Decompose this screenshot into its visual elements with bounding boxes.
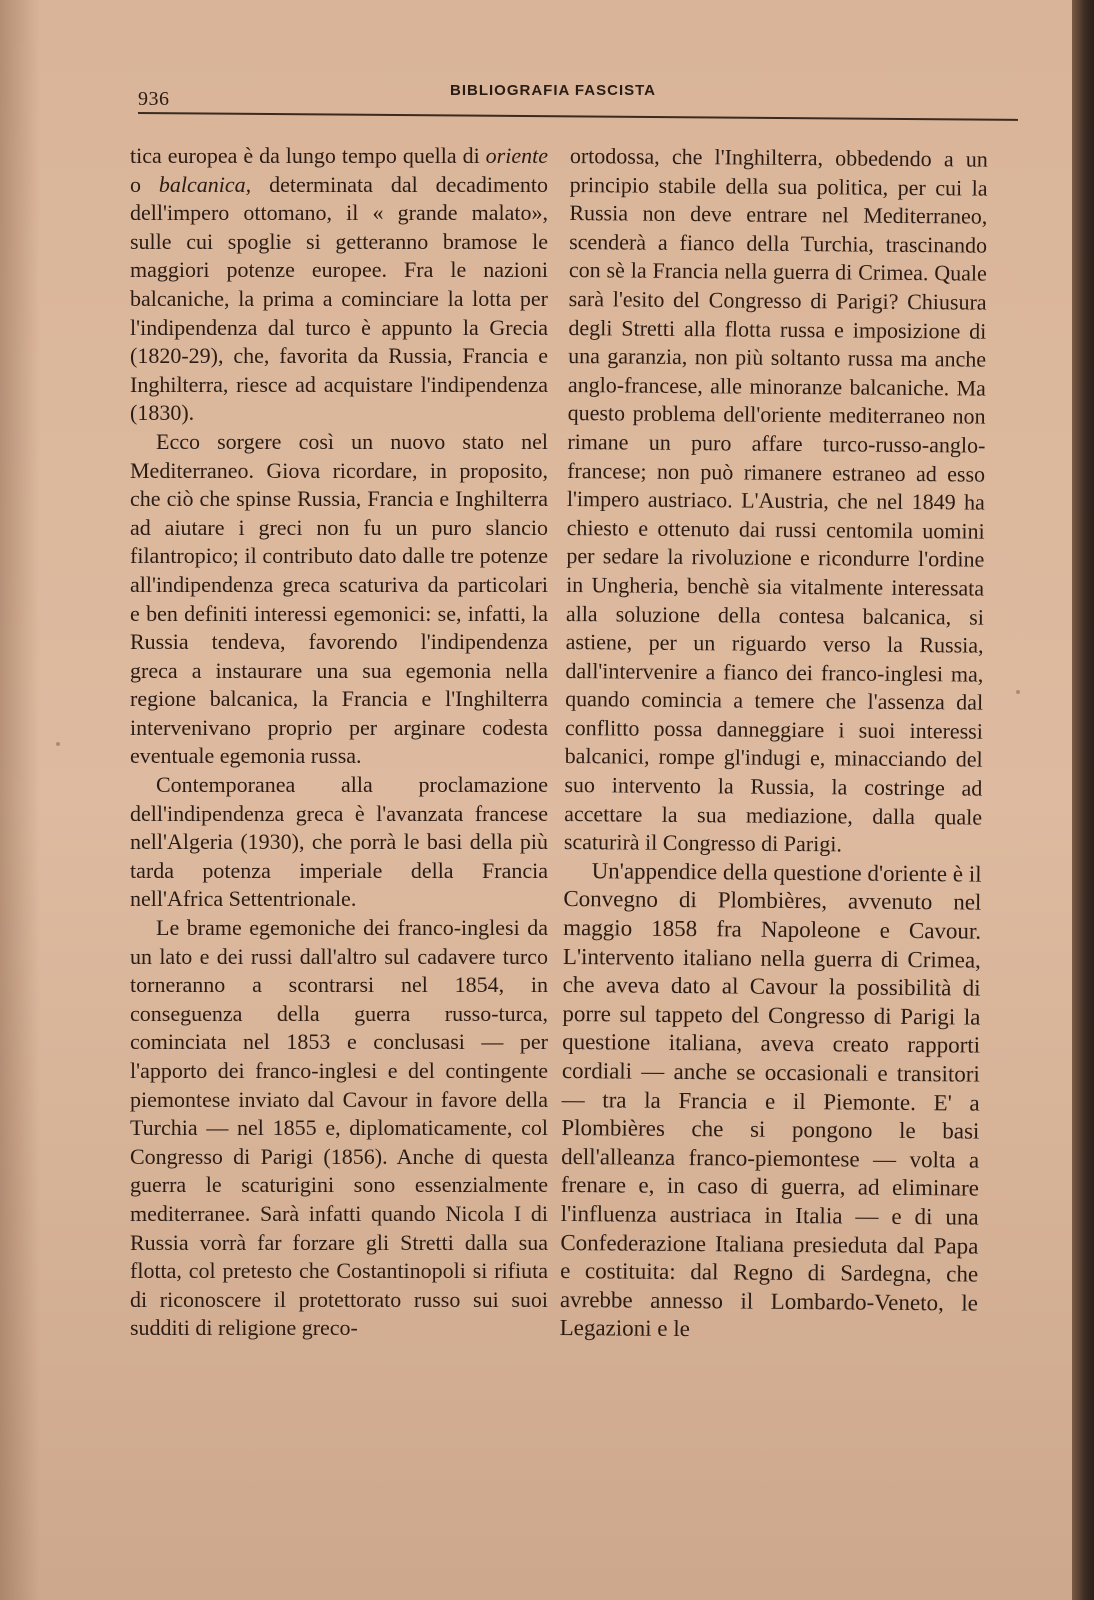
right-column: [560, 142, 988, 1347]
italic-term-oriente: oriente: [485, 143, 548, 168]
page-number: 936: [138, 88, 170, 110]
paper-speck: [56, 742, 60, 746]
left-paragraph-3: Contemporanea alla proclamazione dell'indipendenza greca è l'avanzata francese nell'Algeria (1930), che porrà le basi della più tarda potenza imperiale della Francia nell'Africa Settentrionale.: [130, 772, 548, 912]
text-run: determinata dal decadimento dell'impero ottomano, il « grande malato», sulle cui spoglie si getteranno bramose le maggiori potenze europee. Fra le nazioni balcaniche, la prima a cominciare la lotta per l'indipendenza dal turco è appunto la Grecia (1820-29), che, favorita da Russia, Francia e Inghilterra, riesce ad acquistare l'indipendenza (1830).: [130, 171, 548, 426]
text-run: o: [130, 171, 159, 197]
left-paragraph-1: [130, 142, 548, 428]
right-paragraph-1: ortodossa, che l'Inghilterra, obbedendo a un principio stabile della sua politica, per cui la Russia non deve entrare nel Mediterraneo, scenderà a fianco della Turchia, trascinando con sè la Francia nella guerra di Crimea. Quale sarà l'esito del Congresso di Parigi? Chiusura degli Stretti alla flotta russa e imposizione di una garanzia, non più soltanto russa ma anche anglo-francese, alle minoranze balcaniche. Ma questo problema dell'oriente mediterraneo non rimane un puro affare turco-russo-anglo-francese; non può rimanere estraneo ad esso l'impero austriaco. L'Austria, che nel 1849 ha chiesto e ottenuto dai russi centomila uomini per sedare la rivoluzione e ricondurre l'ordine in Ungheria, benchè sia vitalmente interessata alla soluzione della contesa balcanica, si astiene, per un riguardo verso la Russia, dall'intervenire a fianco dei franco-inglesi ma, quando comincia a temere che l'assenza dal conflitto possa danneggiare i suoi interessi balcanici, rompe gl'indugi e, minacciando del suo intervento la Russia, la costringe ad accettare la sua mediazione, dalla quale scaturirà il Congresso di Parigi.: [563, 142, 988, 857]
running-title: BIBLIOGRAFIA FASCISTA: [450, 82, 656, 99]
left-paragraph-4: Le brame egemoniche dei franco-inglesi da un lato e dei russi dall'altro sul cadavere turco torneranno a scontrarsi nel 1854, in conseguenza della guerra russo-turca, cominciata nel 1853 e conclusasi — per l'apporto dei franco-inglesi e del contingente piemontese inviato dal Cavour in favore della Turchia — nel 1855 e, diplomaticamente, col Congresso di Parigi (1856). Anche di questa guerra le scaturigini sono essenzialmente mediterranee. Sarà infatti quando Nicola I di Russia vorrà far forzare gli Stretti dalla sua flotta, col pretesto che Costantinopoli si rifiuta di riconoscere il protettorato russo sui suoi sudditi di religione greco-: [130, 915, 548, 1341]
left-column: [130, 142, 548, 1343]
text-run: tica europea è da lungo tempo quella di: [130, 143, 486, 168]
right-paragraph-2: Un'appendice della questione d'oriente è il Convegno di Plombières, avvenuto nel maggio 1858 fra Napoleone e Cavour. L'intervento italiano nella guerra di Crimea, che aveva dato al Cavour la possibilità di porre sul tappeto del Congresso di Parigi la questione italiana, aveva creato rapporti cordiali — anche se occasionali e transitori — tra la Francia e il Piemonte. E' a Plombières che si pongono le basi dell'alleanza franco-piemontese — volta a frenare e, in caso di guerra, ad eliminare l'influenza austriaca in Italia — e di una Confederazione Italiana presieduta dal Papa e costituita: dal Regno di Sardegna, che avrebbe annesso il Lombardo-Veneto, le Legazioni e le: [559, 858, 982, 1342]
italic-term-balcanica: balcanica,: [158, 171, 252, 197]
paper-speck: [1016, 690, 1020, 694]
book-spine-edge: [1072, 0, 1094, 1600]
left-paragraph-2: Ecco sorgere così un nuovo stato nel Mediterraneo. Giova ricordare, in proposito, che ciò che spinse Russia, Francia e Inghilterra ad aiutare i greci non fu un puro slancio filantropico; il contributo dato dalle tre potenze all'indipendenza greca scaturiva da particolari e ben definiti interessi egemonici: se, infatti, la Russia tendeva, favorendo l'indipendenza greca a instaurare una sua egemonia nella regione balcanica, la Francia e l'Inghilterra intervenivano proprio per arginare codesta eventuale egemonia russa.: [130, 428, 548, 769]
